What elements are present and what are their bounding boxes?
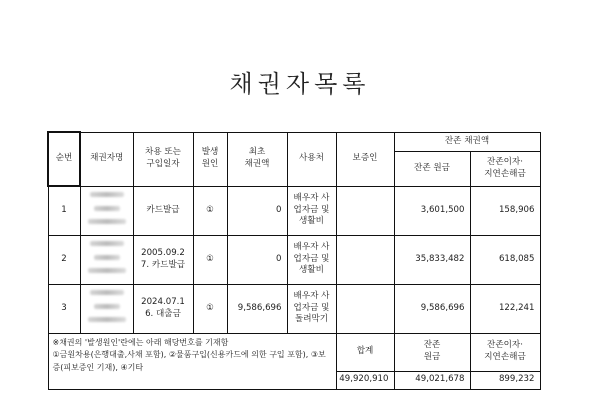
row-no: 2 <box>48 235 80 284</box>
header-borrow-date: 차용 또는 구입일자 <box>133 132 193 186</box>
remaining-interest: 618,085 <box>470 235 540 284</box>
table-row <box>48 284 540 333</box>
table-row <box>48 186 540 235</box>
creditor-table <box>47 131 541 390</box>
borrow-date: 2005.09.2 7. 카드발급 <box>133 235 193 284</box>
cause-code: ① <box>193 235 227 284</box>
document-title: 채권자목록 <box>229 70 371 98</box>
total-remaining-interest: 899,232 <box>470 371 540 389</box>
cause-code-note: ※채권의 '발생원인'란에는 아래 해당번호를 기재함 ①금원차용(은행대출,사채 포함), ②물품구입(신용카드에 의한 구입 포함), ③보증(피보증인 기재), ④기타 <box>48 333 336 389</box>
use-of-funds: 배우자 사 업자금 및 생활비 <box>287 235 336 284</box>
borrow-date: 카드발급 <box>133 186 193 235</box>
header-guarantor: 보증인 <box>336 132 394 186</box>
creditor-name-redacted <box>80 284 133 333</box>
remaining-principal: 3,601,500 <box>394 186 470 235</box>
remaining-interest: 158,906 <box>470 186 540 235</box>
total-amount: 49,920,910 <box>336 371 394 389</box>
use-of-funds: 배우자 사 업자금 및 돌려막기 <box>287 284 336 333</box>
header-use: 사용처 <box>287 132 336 186</box>
total-label: 합계 <box>336 333 394 371</box>
header-remaining-principal: 잔존 원금 <box>394 151 470 186</box>
initial-amount: 0 <box>227 235 287 284</box>
cause-code: ① <box>193 186 227 235</box>
header-no: 순번 <box>48 132 80 186</box>
creditor-name-redacted <box>80 235 133 284</box>
guarantor <box>336 284 394 333</box>
total-principal-label: 잔존 원금 <box>394 333 470 371</box>
table-row <box>48 235 540 284</box>
row-no: 3 <box>48 284 80 333</box>
remaining-principal: 9,586,696 <box>394 284 470 333</box>
guarantor <box>336 235 394 284</box>
initial-amount: 0 <box>227 186 287 235</box>
borrow-date: 2024.07.1 6. 대출금 <box>133 284 193 333</box>
header-remaining-interest: 잔존이자· 지연손해금 <box>470 151 540 186</box>
creditor-name-redacted <box>80 186 133 235</box>
row-no: 1 <box>48 186 80 235</box>
guarantor <box>336 186 394 235</box>
remaining-interest: 122,241 <box>470 284 540 333</box>
header-initial-amount: 최초 채권액 <box>227 132 287 186</box>
cause-code: ① <box>193 284 227 333</box>
remaining-principal: 35,833,482 <box>394 235 470 284</box>
header-creditor: 채권자명 <box>80 132 133 186</box>
initial-amount: 9,586,696 <box>227 284 287 333</box>
total-remaining-principal: 49,021,678 <box>394 371 470 389</box>
use-of-funds: 배우자 사 업자금 및 생활비 <box>287 186 336 235</box>
header-cause: 발생 원인 <box>193 132 227 186</box>
total-interest-label: 잔존이자· 지연손해금 <box>470 333 540 371</box>
header-remaining-group: 잔존 채권액 <box>394 132 540 151</box>
